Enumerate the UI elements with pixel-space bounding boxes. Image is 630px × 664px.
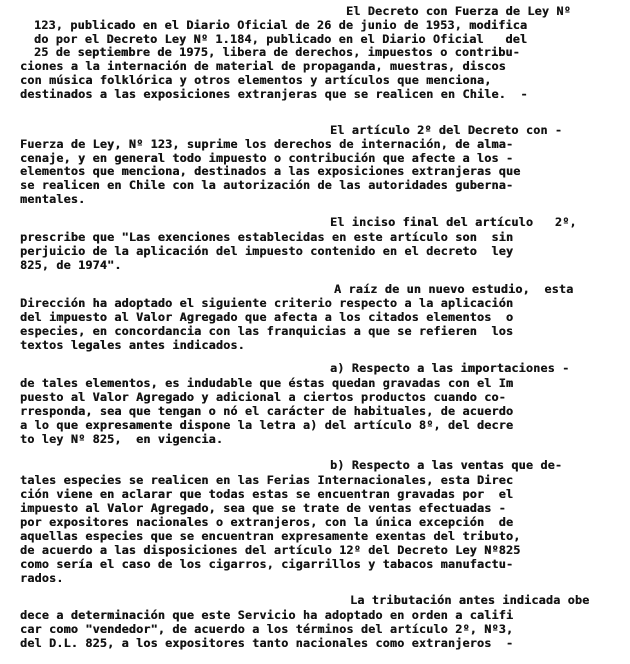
text-line: A raíz de un nuevo estudio, esta xyxy=(334,282,574,296)
text-line: Fuerza de Ley, Nº 123, suprime los derechos de internación, de alma- xyxy=(20,137,514,151)
text-line: 25 de septiembre de 1975, libera de derechos, impuestos o contribu- xyxy=(34,45,520,59)
text-line: do por el Decreto Ley Nº 1.184, publicado en el Diario Oficial del xyxy=(34,32,528,46)
text-line: aquellas especies que se encuentran expresamente exentas del tributo, xyxy=(20,529,521,543)
text-line: destinados a las exposiciones extranjeras que se realicen en Chile. - xyxy=(20,87,528,101)
text-line: tales especies se realicen en las Ferias Internacionales, esta Direc xyxy=(20,473,514,487)
text-line: car como "vendedor", de acuerdo a los términos del artículo 2º, Nº3, xyxy=(20,622,514,636)
text-line: ción viene en aclarar que todas estas se encuentran gravadas por el xyxy=(20,487,514,501)
text-line: La tributación antes indicada obe xyxy=(350,593,590,607)
text-line: 123, publicado en el Diario Oficial de 26 de junio de 1953, modifica xyxy=(34,18,528,32)
text-line: especies, en concordancia con las franquicias a que se refieren los xyxy=(20,324,514,338)
text-line: cenaje, y en general todo impuesto o contribución que afecte a los - xyxy=(20,151,514,165)
text-line: por expositores nacionales o extranjeros, con la única excepción de xyxy=(20,515,514,529)
text-line: con música folklórica y otros elementos y artículos que menciona, xyxy=(20,73,492,87)
text-line: rresponda, sea que tengan o nó el carácter de habituales, de acuerdo xyxy=(20,404,514,418)
text-line: 825, de 1974". xyxy=(20,258,122,272)
text-line: como sería el caso de los cigarros, cigarrillos y tabacos manufactu- xyxy=(20,557,514,571)
text-line: El artículo 2º del Decreto con - xyxy=(330,123,563,137)
text-line: a) Respecto a las importaciones - xyxy=(330,361,570,375)
text-line: El inciso final del artículo 2º, xyxy=(330,215,577,229)
text-line: del D.L. 825, a los expositores tanto nacionales como extranjeros - xyxy=(20,636,514,650)
text-line: prescribe que "Las exenciones establecidas en este artículo son sin xyxy=(20,230,514,244)
text-line: perjuicio de la aplicación del impuesto contenido en el decreto ley xyxy=(20,244,514,258)
text-line: Dirección ha adoptado el siguiente criterio respecto a la aplicación xyxy=(20,296,514,310)
text-line: se realicen en Chile con la autorización de las autoridades guberna- xyxy=(20,178,514,192)
text-line: ciones a la internación de material de propaganda, muestras, discos xyxy=(20,59,506,73)
text-line: textos legales antes indicados. xyxy=(20,338,245,352)
text-line: puesto al Valor Agregado y adicional a ciertos productos cuando co- xyxy=(20,390,506,404)
text-line: elementos que menciona, destinados a las exposiciones extranjeras que xyxy=(20,164,521,178)
text-line: dece a determinación que este Servicio ha adoptado en orden a califi xyxy=(20,608,514,622)
text-line: del impuesto al Valor Agregado que afecta a los citados elementos o xyxy=(20,310,514,324)
text-line: de tales elementos, es indudable que éstas quedan gravadas con el Im xyxy=(20,376,514,390)
text-line: El Decreto con Fuerza de Ley Nº xyxy=(346,4,571,18)
text-line: a lo que expresamente dispone la letra a) del artículo 8º, del decre xyxy=(20,418,514,432)
text-line: de acuerdo a las disposiciones del artículo 12º del Decreto Ley Nº825 xyxy=(20,543,521,557)
text-line: to ley Nº 825, en vigencia. xyxy=(20,432,224,446)
text-line: mentales. xyxy=(20,192,86,206)
text-line: b) Respecto a las ventas que de- xyxy=(330,458,563,472)
text-line: rados. xyxy=(20,571,64,585)
text-line: impuesto al Valor Agregado, sea que se trate de ventas efectuadas - xyxy=(20,501,506,515)
